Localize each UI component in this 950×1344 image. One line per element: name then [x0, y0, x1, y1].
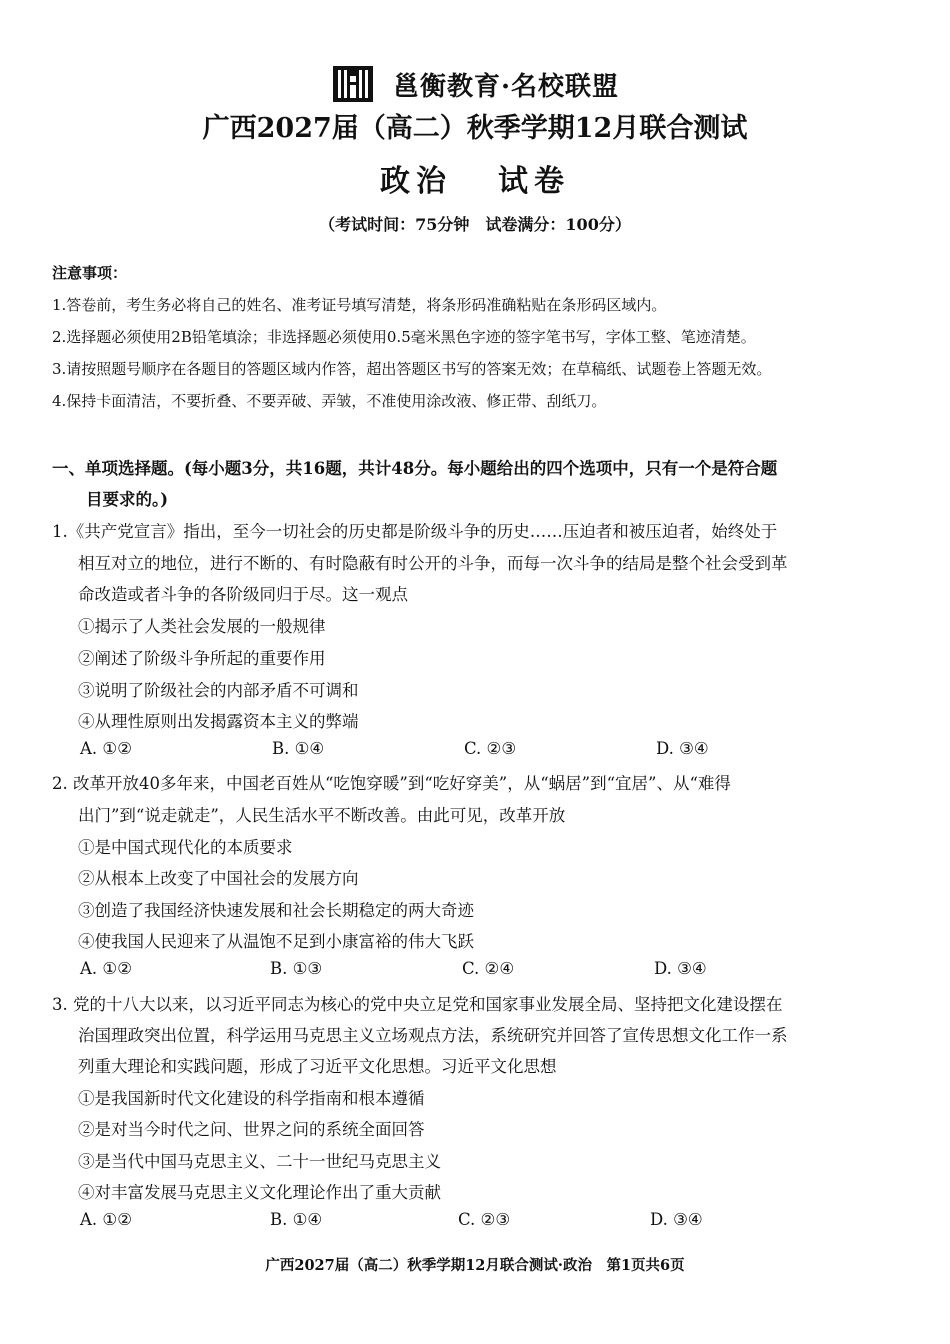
question-2-stem: 2. 改革开放40多年来，中国老百姓从“吃饱穿暖”到“吃好穿美”，从“蜗居”到“宜居”、从“难得	[52, 774, 731, 793]
section-heading-cont: 目要求的。)	[86, 490, 169, 509]
school-logo-icon	[331, 62, 375, 106]
header-brand	[0, 62, 950, 106]
question-1-stem: 1.《共产党宣言》指出，至今一切社会的历史都是阶级斗争的历史……压迫者和被压迫者，始终处于	[52, 522, 778, 541]
page-footer: 广西2027届（高二）秋季学期12月联合测试·政治 第1页共6页	[265, 1257, 685, 1274]
question-3-stem: 列重大理论和实践问题，形成了习近平文化思想。习近平文化思想	[78, 1057, 557, 1076]
question-3-choice-c[interactable]: C. ②③	[458, 1210, 511, 1229]
question-1-stem: 相互对立的地位，进行不断的、有时隐蔽有时公开的斗争，而每一次斗争的结局是整个社会受到革	[78, 554, 788, 573]
question-3-choice-d[interactable]: D. ③④	[650, 1210, 703, 1229]
exam-title: 广西2027届（高二）秋季学期12月联合测试	[202, 113, 748, 144]
question-2-option: ③创造了我国经济快速发展和社会长期稳定的两大奇迹	[78, 901, 474, 920]
organization-name: 邕衡教育·名校联盟	[392, 71, 620, 102]
question-2-choice-a[interactable]: A. ①②	[80, 959, 132, 978]
paper-label: 试卷	[498, 164, 570, 199]
question-2-option: ①是中国式现代化的本质要求	[78, 838, 293, 857]
notice-item: 2.选择题必须使用2B铅笔填涂；非选择题必须使用0.5毫米黑色字迹的签字笔书写，字体工整、笔迹清楚。	[52, 328, 756, 346]
question-1-option: ③说明了阶级社会的内部矛盾不可调和	[78, 681, 359, 700]
question-1-option: ④从理性原则出发揭露资本主义的弊端	[78, 712, 359, 731]
question-2-option: ②从根本上改变了中国社会的发展方向	[78, 869, 359, 888]
notice-item: 1.答卷前，考生务必将自己的姓名、准考证号填写清楚，将条形码准确粘贴在条形码区域内。	[52, 296, 667, 314]
notice-title: 注意事项：	[52, 264, 128, 282]
question-3-choice-b[interactable]: B. ①④	[270, 1210, 323, 1229]
question-3-option: ②是对当今时代之问、世界之问的系统全面回答	[78, 1120, 425, 1139]
question-3-option: ③是当代中国马克思主义、二十一世纪马克思主义	[78, 1152, 441, 1171]
question-3-stem: 治国理政突出位置，科学运用马克思主义立场观点方法，系统研究并回答了宣传思想文化工作一系	[78, 1026, 788, 1045]
notice-item: 4.保持卡面清洁，不要折叠、不要弄破、弄皱，不准使用涂改液、修正带、刮纸刀。	[52, 392, 607, 410]
question-1-stem: 命改造或者斗争的各阶级同归于尽。这一观点	[78, 585, 408, 604]
question-3-stem: 3. 党的十八大以来，以习近平同志为核心的党中央立足党和国家事业发展全局、坚持把文化建设摆在	[52, 995, 783, 1014]
question-1-choice-a[interactable]: A. ①②	[80, 739, 132, 758]
subject-title	[0, 156, 950, 200]
question-1-choice-d[interactable]: D. ③④	[656, 739, 709, 758]
question-1-option: ②阐述了阶级斗争所起的重要作用	[78, 649, 326, 668]
question-2-choice-b[interactable]: B. ①③	[270, 959, 323, 978]
question-2-stem: 出门”到“说走就走”，人民生活水平不断改善。由此可见，改革开放	[78, 806, 566, 825]
subject-name: 政治	[380, 164, 452, 199]
question-3-option: ①是我国新时代文化建设的科学指南和根本遵循	[78, 1089, 425, 1108]
question-1-choice-b[interactable]: B. ①④	[272, 739, 325, 758]
question-1-choice-c[interactable]: C. ②③	[464, 739, 517, 758]
question-2-choice-c[interactable]: C. ②④	[462, 959, 515, 978]
section-heading: 一、单项选择题。(每小题3分，共16题，共计48分。每小题给出的四个选项中，只有一个是符合题	[52, 459, 778, 478]
question-2-option: ④使我国人民迎来了从温饱不足到小康富裕的伟大飞跃	[78, 932, 474, 951]
question-3-choice-a[interactable]: A. ①②	[80, 1210, 132, 1229]
notice-item: 3.请按照题号顺序在各题目的答题区域内作答，超出答题区书写的答案无效；在草稿纸、试题卷上答题无效。	[52, 360, 772, 378]
time-info: （考试时间：75分钟 试卷满分：100分）	[319, 215, 631, 234]
question-1-option: ①揭示了人类社会发展的一般规律	[78, 617, 326, 636]
question-3-option: ④对丰富发展马克思主义文化理论作出了重大贡献	[78, 1183, 441, 1202]
question-2-choice-d[interactable]: D. ③④	[654, 959, 707, 978]
